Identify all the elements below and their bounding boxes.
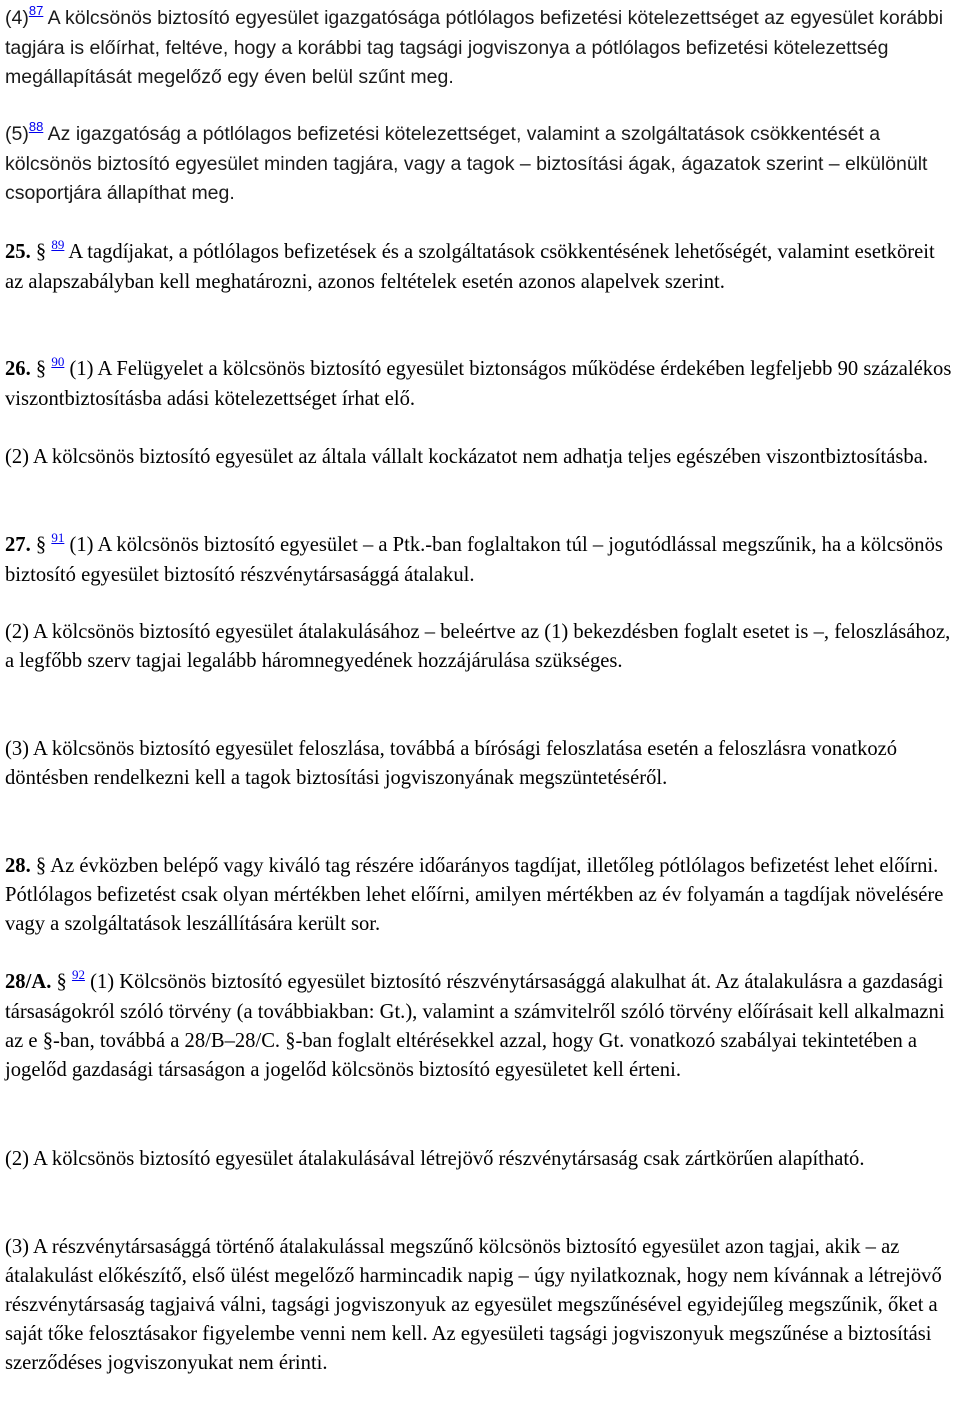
section-sign: § bbox=[30, 534, 47, 556]
paragraph-text: (1) A kölcsönös biztosító egyesület – a Ptk.-ban foglaltakon túl – jogutódlással megszűnik, ha a kölcsönös biztosító egyesület biztosító részvénytársasággá átalakul. bbox=[5, 534, 943, 586]
paragraph-prefix: (4) bbox=[5, 7, 29, 29]
section-28a bbox=[5, 968, 955, 1085]
footnote-link[interactable]: 89 bbox=[51, 237, 65, 252]
paragraph-text: Az évközben belépő vagy kiváló tag részére időarányos tagdíjat, illetőleg pótlólagos befizetést lehet előírni. Pótlólagos befizetést csak olyan mértékben lehet előírni, amilyen mértékben az év folyamán a tagdíjak növelésére vagy a szolgáltatások leszállítására került sor. bbox=[5, 855, 944, 935]
section-sign: § bbox=[30, 358, 47, 380]
paragraph-text: (3) A részvénytársasággá történő átalakulással megszűnő kölcsönös biztosító egyesület azon tagjai, akik – az átalakulást előkészítő, első ülést megelőző harmincadik napig – úgy nyilatkoznak, hogy nem kívánnak a létrejövő részvénytársaság tagjaivá válni, tagsági jogviszonyuk az egyesület megszűnésével egyidejűleg megszűnik, őket a saját tőke felosztásakor figyelembe venni nem kell. Az egyesületi tagsági jogviszonyuk megszűnése a biztosítási szerződéses jogviszonyukat nem érinti. bbox=[5, 1236, 942, 1374]
section-28a-3 bbox=[5, 1233, 955, 1378]
footnote-link[interactable]: 92 bbox=[71, 967, 85, 982]
section-sign: § bbox=[30, 855, 47, 877]
paragraph-text: (2) A kölcsönös biztosító egyesület átalakulásához – beleértve az (1) bekezdésben foglalt esetet is –, feloszlásához, a legfőbb szerv tagjai legalább háromnegyedének hozzájárulása szükséges. bbox=[5, 621, 951, 672]
section-number: 28/A. bbox=[5, 971, 52, 993]
section-25 bbox=[5, 238, 955, 297]
paragraph-text: (3) A kölcsönös biztosító egyesület feloszlása, továbbá a bírósági feloszlatása esetén a feloszlásra vonatkozó döntésben rendelkezni kell a tagok biztosítási jogviszonyának megszüntetéséről. bbox=[5, 738, 898, 789]
footnote-link[interactable]: 91 bbox=[51, 530, 65, 545]
section-sign: § bbox=[51, 971, 67, 993]
paragraph-5 bbox=[5, 120, 955, 208]
paragraph-4 bbox=[5, 4, 955, 92]
footnote-link[interactable]: 87 bbox=[28, 3, 44, 18]
section-27 bbox=[5, 531, 955, 590]
section-27-3 bbox=[5, 735, 955, 793]
footnote-link[interactable]: 90 bbox=[51, 354, 65, 369]
paragraph-text: (2) A kölcsönös biztosító egyesület átalakulásával létrejövő részvénytársaság csak zártkörűen alapítható. bbox=[5, 1148, 865, 1170]
section-27-2 bbox=[5, 618, 955, 676]
paragraph-text: Az igazgatóság a pótlólagos befizetési kötelezettséget, valamint a szolgáltatások csökkentését a kölcsönös biztosító egyesület minden tagjára, vagy a tagok – biztosítási ágak, ágazatok szerint – elkülönült csoportjára állapíthat meg. bbox=[5, 123, 928, 204]
paragraph-text: A kölcsönös biztosító egyesület igazgatósága pótlólagos befizetési kötelezettséget az egyesület korábbi tagjára is előírhat, feltéve, hogy a korábbi tag tagsági jogviszonya a pótlólagos befizetési kötelezettség megállapítását megelőző egy éven belül szűnt meg. bbox=[5, 7, 944, 88]
section-28 bbox=[5, 852, 960, 939]
section-number: 28. bbox=[5, 855, 31, 877]
paragraph-prefix: (5) bbox=[5, 123, 29, 145]
paragraph-text: (1) A Felügyelet a kölcsönös biztosító egyesület biztonságos működése érdekében legfeljebb 90 százalékos viszontbiztosításba adási kötelezettséget írhat elő. bbox=[5, 358, 952, 410]
paragraph-text: A tagdíjakat, a pótlólagos befizetések és a szolgáltatások csökkentésének lehetőségét, valamint esetköreit az alapszabályban kell meghatározni, azonos feltételek esetén azonos alapelvek szerint. bbox=[5, 241, 935, 293]
section-number: 27. bbox=[5, 534, 31, 556]
paragraph-text: (1) Kölcsönös biztosító egyesület biztosító részvénytársasággá alakulhat át. Az átalakulásra a gazdasági társaságokról szóló törvény (a továbbiakban: Gt.), valamint a számvitelről szóló törvény előírásait kell alkalmazni az e §-ban, továbbá a 28/B–28/C. §-ban foglalt eltérésekkel azzal, hogy Gt. vonatkozó szabályai tekintetében a jogelőd gazdasági társaságon a jogelőd kölcsönös biztosító egyesületet kell érteni. bbox=[5, 971, 945, 1081]
section-28a-2 bbox=[5, 1145, 955, 1174]
footnote-link[interactable]: 88 bbox=[28, 119, 44, 134]
paragraph-text: (2) A kölcsönös biztosító egyesület az általa vállalt kockázatot nem adhatja teljes egészében viszontbiztosításba. bbox=[5, 446, 928, 468]
section-26-2 bbox=[5, 443, 955, 472]
section-26 bbox=[5, 355, 955, 414]
section-number: 26. bbox=[5, 358, 31, 380]
section-number: 25. bbox=[5, 241, 31, 263]
section-sign: § bbox=[30, 241, 47, 263]
